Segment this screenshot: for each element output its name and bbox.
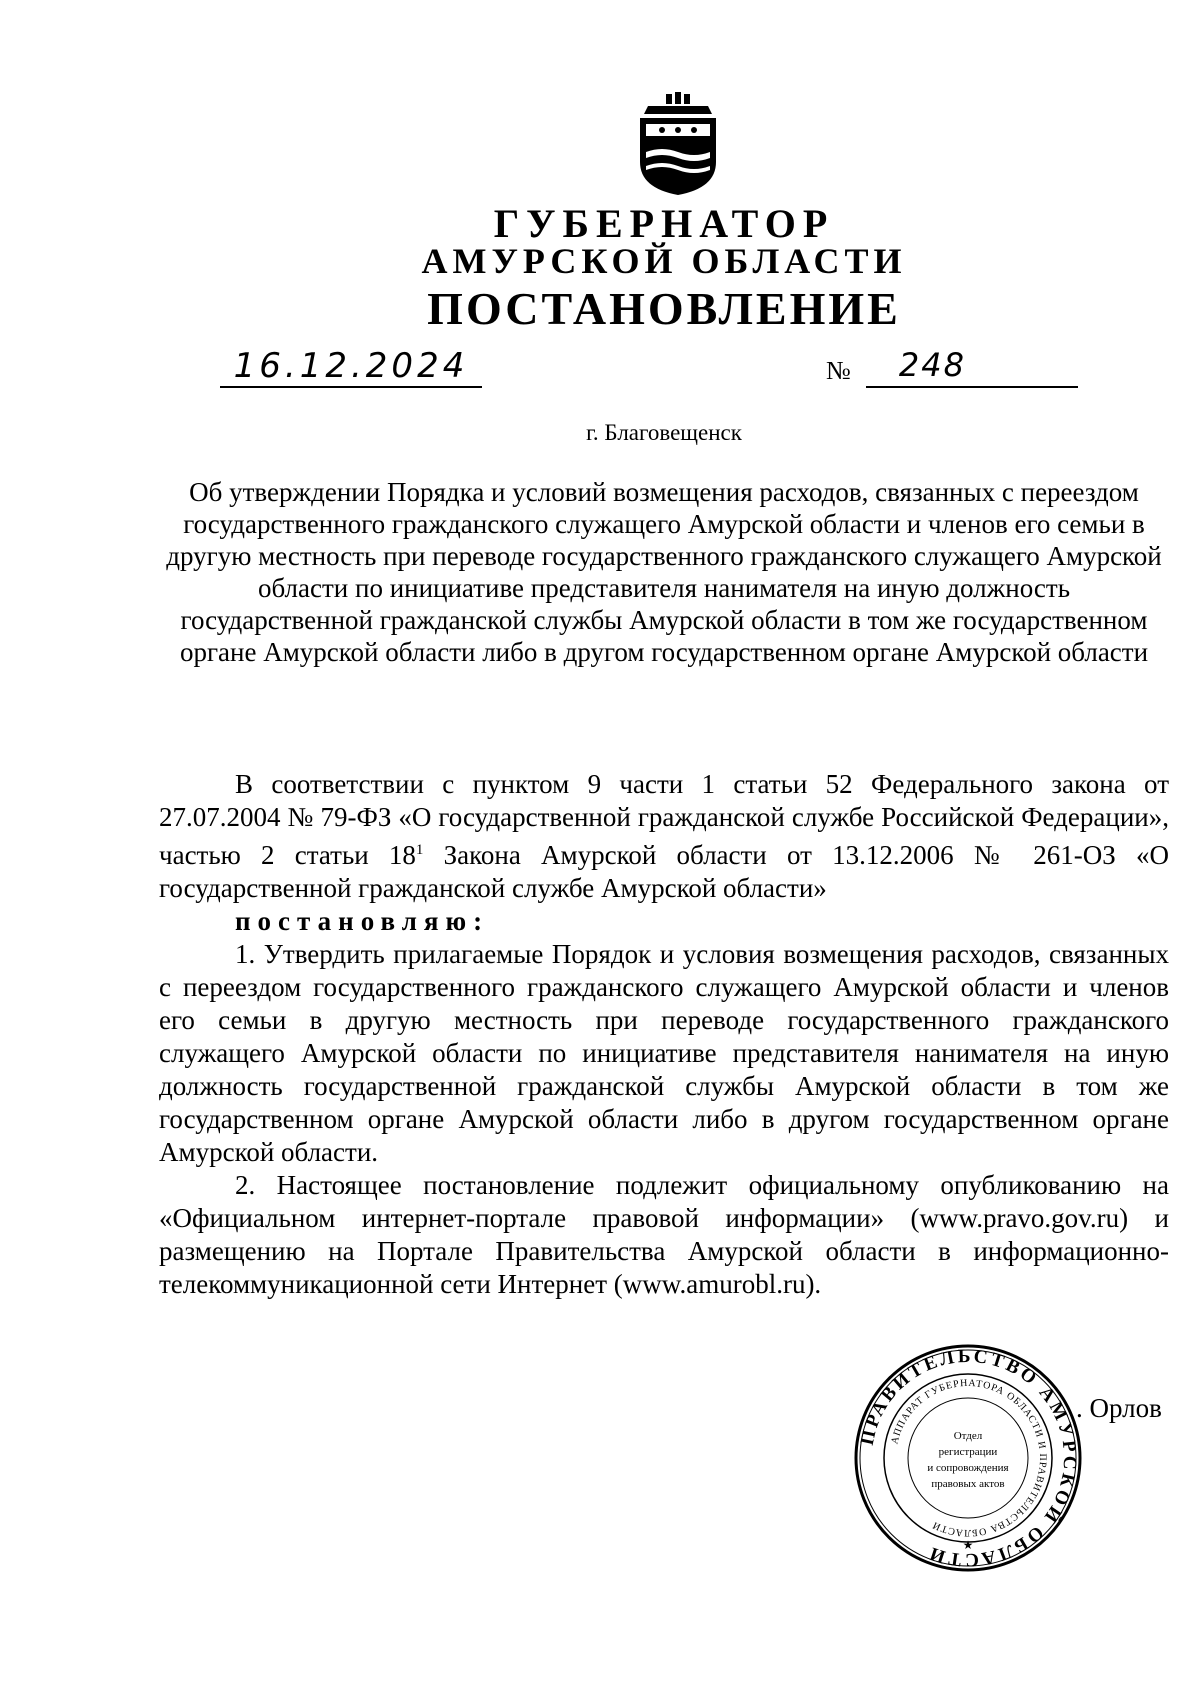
coat-of-arms-icon xyxy=(632,92,724,196)
document-body xyxy=(159,768,1169,1301)
official-stamp xyxy=(853,1343,1083,1573)
signer-name: . Орлов xyxy=(1076,1393,1162,1423)
stamp-center-line-4: правовых актов xyxy=(931,1478,1005,1490)
document-type-title: ПОСТАНОВЛЕНИЕ xyxy=(427,283,901,334)
stamp-center-line-2: регистрации xyxy=(938,1446,998,1458)
preamble-paragraph xyxy=(159,768,1169,905)
date-field xyxy=(220,346,482,388)
item-2-paragraph: 2. Настоящее постановление подлежит официальному опубликованию на «Официальном интернет-портале правовой информации» (www.pravo.gov.ru) и размещению на Портале Правительства Амурской области в информационно-телекоммуникационной сети Интернет (www.amurobl.ru). xyxy=(159,1170,1169,1299)
number-field xyxy=(866,346,1078,388)
preamble-text-a: В соответствии с пунктом 9 части 1 статьи 52 Федерального закона от 27.07.2004 № 79-ФЗ «О государственной гражданской службе Российской Федерации», частью 2 статьи 18 xyxy=(159,769,1169,870)
stamp-outer-text: ПРАВИТЕЛЬСТВО АМУРСКОЙ ОБЛАСТИ xyxy=(856,1345,1081,1571)
date-value: 16.12.2024 xyxy=(233,346,469,386)
resolve-word: постановляю: xyxy=(235,906,490,936)
stamp-center-line-1: Отдел xyxy=(953,1430,983,1442)
header-governor: ГУБЕРНАТОР xyxy=(493,201,835,246)
header-region: АМУРСКОЙ ОБЛАСТИ xyxy=(421,241,907,281)
stamp-inner-text: АППАРАТ ГУБЕРНАТОРА ОБЛАСТИ И ПРАВИТЕЛЬСТВА ОБЛАСТИ xyxy=(889,1377,1049,1539)
preamble-superscript: 1 xyxy=(415,842,424,858)
stamp-center-line-3: и сопровождения xyxy=(927,1462,1009,1474)
city-line: г. Благовещенск xyxy=(586,420,742,445)
number-label: № xyxy=(826,356,851,385)
item-1-paragraph: 1. Утвердить прилагаемые Порядок и условия возмещения расходов, связанных с переездом государственного гражданского служащего Амурской области и членов его семьи в другую местность при переводе государственного гражданского служащего Амурской области по инициативе представителя нанимателя на иную должность государственной гражданской службы Амурской области в том же государственном органе Амурской области либо в другом государственном органе Амурской области. xyxy=(159,939,1169,1167)
preamble-text-b: Закона Амурской области от 13.12.2006 № 261-ОЗ «О государственной гражданской службе Амурской области» xyxy=(159,840,1169,903)
stamp-star-icon: ★ xyxy=(962,1538,974,1552)
number-value: 248 xyxy=(898,346,966,384)
document-subject: Об утверждении Порядка и условий возмещения расходов, связанных с переездом государственного гражданского служащего Амурской области и членов его семьи в другую местность при переводе государственного гражданского служащего Амурской области по инициативе представителя нанимателя на иную должность государственной гражданской службы Амурской области в том же государственном органе Амурской области либо в другом государственном органе Амурской области xyxy=(166,477,1162,667)
